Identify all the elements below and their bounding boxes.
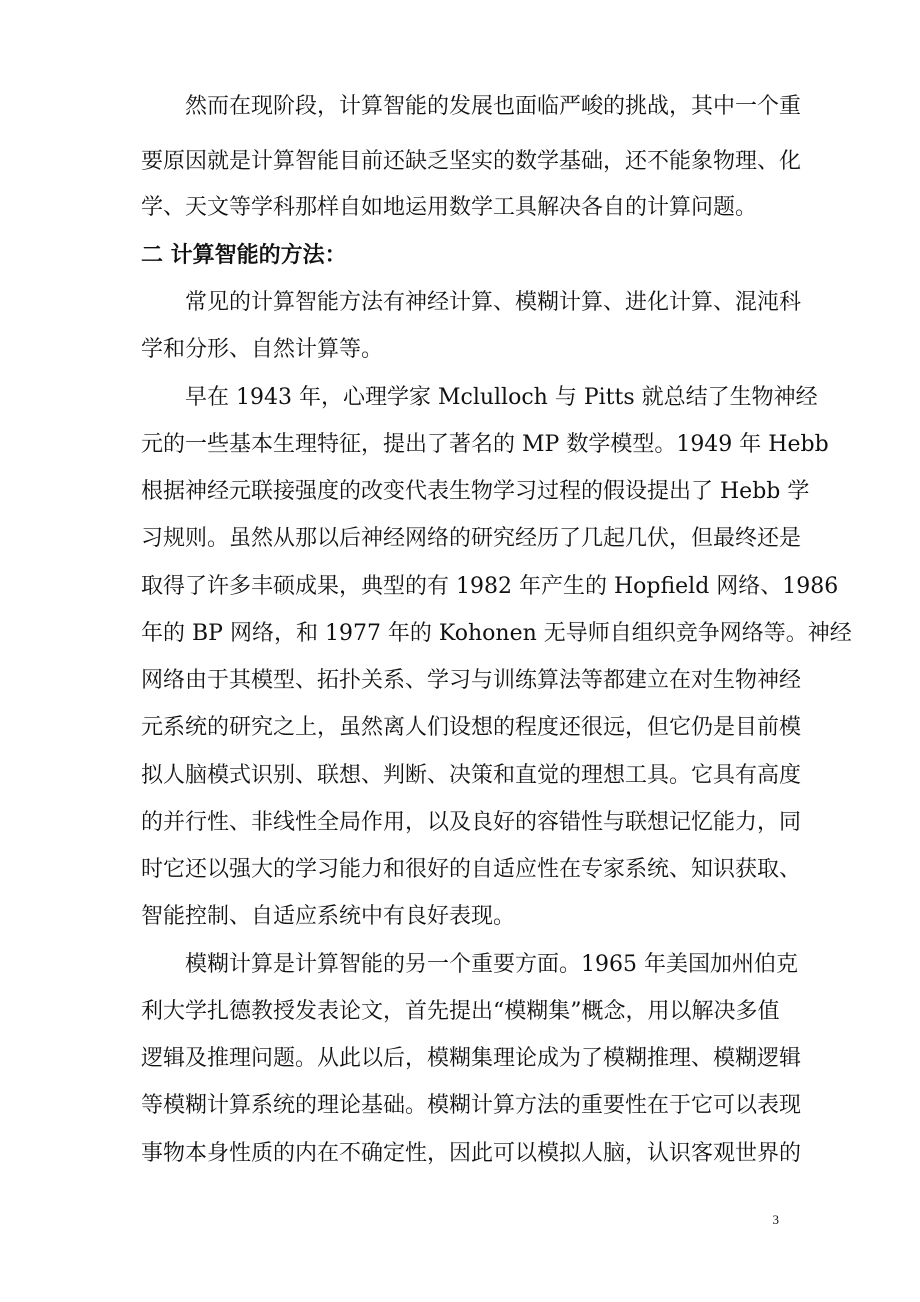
paragraph-line: 年的 BP 网络，和 1977 年的 Kohonen 无导师自组织竞争网络等。神经	[141, 621, 852, 646]
paragraph-line: 的并行性、非线性全局作用，以及良好的容错性与联想记忆能力，同	[141, 810, 802, 835]
paragraph-line: 早在 1943 年，心理学家 Mclulloch 与 Pitts 就总结了生物神经	[185, 385, 818, 410]
paragraph-line: 要原因就是计算智能目前还缺乏坚实的数学基础，还不能象物理、化	[141, 149, 802, 174]
paragraph-line: 等模糊计算系统的理论基础。模糊计算方法的重要性在于它可以表现	[141, 1093, 802, 1118]
paragraph-line: 元系统的研究之上，虽然离人们设想的程度还很远，但它仍是目前模	[141, 715, 802, 740]
paragraph-line: 模糊计算是计算智能的另一个重要方面。1965 年美国加州伯克	[185, 952, 798, 977]
paragraph-line: 习规则。虽然从那以后神经网络的研究经历了几起几伏，但最终还是	[141, 526, 802, 551]
paragraph-line: 学、天文等学科那样自如地运用数学工具解决各自的计算问题。	[141, 195, 758, 220]
paragraph-line: 学和分形、自然计算等。	[141, 337, 384, 362]
paragraph-line: 元的一些基本生理特征，提出了著名的 MP 数学模型。1949 年 Hebb	[141, 432, 829, 457]
paragraph-line: 常见的计算智能方法有神经计算、模糊计算、进化计算、混沌科	[185, 290, 802, 315]
paragraph-line: 智能控制、自适应系统中有良好表现。	[141, 904, 516, 929]
paragraph-line: 事物本身性质的内在不确定性，因此可以模拟人脑，认识客观世界的	[141, 1141, 802, 1166]
paragraph-line: 取得了许多丰硕成果，典型的有 1982 年产生的 Hopfield 网络、1986	[141, 574, 839, 599]
paragraph-line: 拟人脑模式识别、联想、判断、决策和直觉的理想工具。它具有高度	[141, 763, 802, 788]
paragraph-line: 时它还以强大的学习能力和很好的自适应性在专家系统、知识获取、	[141, 857, 802, 882]
paragraph-line: 然而在现阶段，计算智能的发展也面临严峻的挑战，其中一个重	[185, 94, 802, 119]
paragraph-line: 根据神经元联接强度的改变代表生物学习过程的假设提出了 Hebb 学	[141, 479, 810, 504]
page-number: 3	[772, 1212, 779, 1227]
paragraph-line: 网络由于其模型、拓扑关系、学习与训练算法等都建立在对生物神经	[141, 668, 802, 693]
paragraph-line: 逻辑及推理问题。从此以后，模糊集理论成为了模糊推理、模糊逻辑	[141, 1046, 802, 1071]
section-heading: 二 计算智能的方法：	[141, 243, 347, 268]
paragraph-line: 利大学扎德教授发表论文，首先提出“模糊集”概念，用以解决多值	[141, 999, 780, 1024]
